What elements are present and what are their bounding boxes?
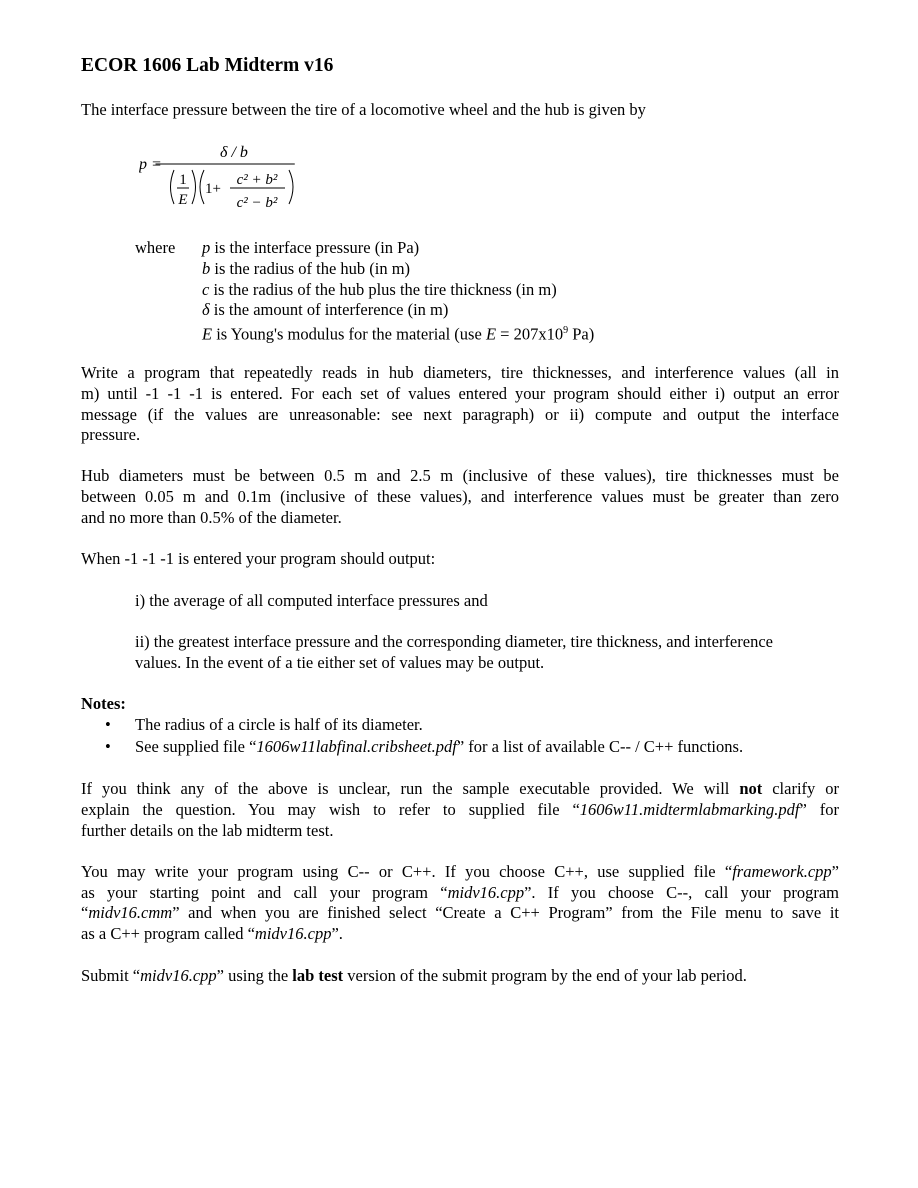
para2-line3: and no more than 0.5% of the diameter. <box>81 508 342 527</box>
para1-line1: Write a program that repeatedly reads in hub diameters, tire thicknesses, and interference values (all in <box>81 363 839 382</box>
para1-line3: message (if the values are unreasonable: see next paragraph) or ii) compute and output the interface <box>81 405 839 424</box>
para1-line4: pressure. <box>81 425 141 444</box>
right-paren <box>192 170 196 204</box>
pressure-formula <box>139 140 299 215</box>
output-item-2-line1: ii) the greatest interface pressure and the corresponding diameter, tire thickness, and interference <box>135 632 773 651</box>
para4-line2: explain the question. You may wish to refer to supplied file “1606w11.midtermlabmarking.pdf” for <box>81 800 839 819</box>
output-item-2-line2: values. In the event of a tie either set of values may be output. <box>135 653 545 672</box>
para5-line4: as a C++ program called “midv16.cpp”. <box>81 924 343 943</box>
left-paren-2 <box>200 170 204 204</box>
para6: Submit “midv16.cpp” using the lab test version of the submit program by the end of your lab period. <box>81 966 747 985</box>
para2-line1: Hub diameters must be between 0.5 m and 2.5 m (inclusive of these values), tire thicknesses must be <box>81 466 839 485</box>
para4-line3: further details on the lab midterm test. <box>81 821 334 840</box>
para3: When -1 -1 -1 is entered your program should output: <box>81 549 436 568</box>
formula-lhs: p = <box>139 156 162 173</box>
para2-line2: between 0.05 m and 0.1m (inclusive of these values), and interference values must be greater than zero <box>81 487 839 506</box>
def-p: p is the interface pressure (in Pa) <box>202 238 420 257</box>
left-paren <box>171 170 175 204</box>
bullet-icon: • <box>105 715 111 734</box>
para1-line2: m) until -1 -1 -1 is entered. For each set of values entered your program should either i) output an error <box>81 384 839 403</box>
para5-line3: “midv16.cmm” and when you are finished select “Create a C++ Program” from the File menu to save it <box>81 903 839 922</box>
bullet-icon: • <box>105 737 111 756</box>
para5-line1: You may write your program using C-- or C++. If you choose C++, use supplied file “framework.cpp” <box>81 862 839 881</box>
def-b: b is the radius of the hub (in m) <box>202 259 411 278</box>
formula-e: E <box>178 192 188 208</box>
formula-one-plus: 1+ <box>205 181 221 197</box>
para5-line2: as your starting point and call your program “midv16.cpp”. If you choose C--, call your program <box>81 883 839 902</box>
notes-heading: Notes: <box>81 694 126 713</box>
para4-line1: If you think any of the above is unclear, run the sample executable provided. We will not clarify or <box>81 779 839 798</box>
formula-one: 1 <box>179 172 187 188</box>
def-delta: δ is the amount of interference (in m) <box>202 300 449 319</box>
intro-text: The interface pressure between the tire of a locomotive wheel and the hub is given by <box>81 100 646 119</box>
def-c: c is the radius of the hub plus the tire thickness (in m) <box>202 280 557 299</box>
def-e: E is Young's modulus for the material (use $E = 207x10^9$ Pa) <box>202 324 595 344</box>
formula-inner-den: c² − b² <box>236 195 278 211</box>
right-paren-2 <box>289 170 293 204</box>
document-title: ECOR 1606 Lab Midterm v16 <box>81 55 334 76</box>
where-label: where <box>135 238 176 257</box>
formula-inner-num: c² + b² <box>236 172 278 188</box>
formula-numerator: δ / b <box>220 144 248 161</box>
output-item-1: i) the average of all computed interface pressures and <box>135 591 488 610</box>
